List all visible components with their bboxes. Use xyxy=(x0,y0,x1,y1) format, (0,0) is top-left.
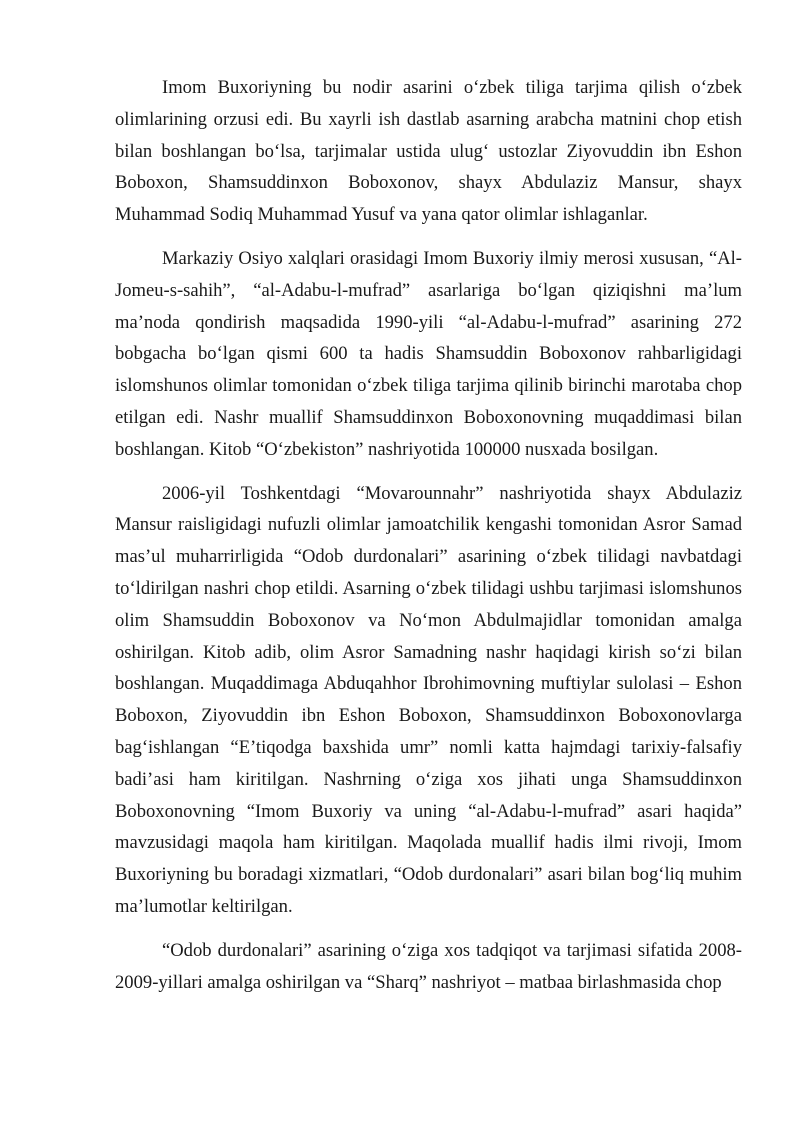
paragraph-3: 2006-yil Toshkentdagi “Movarounnahr” nashriyotida shayx Abdulaziz Mansur raisligidagi nufuzli olimlar jamoatchilik kengashi tomonidan Asror Samad mas’ul muharrirligida “Odob durdonalari” asarining o‘zbek tilidagi navbatdagi to‘ldirilgan nashri chop etildi. Asarning o‘zbek tilidagi ushbu tarjimasi islomshunos olim Shamsuddin Boboxonov va No‘mon Abdulmajidlar tomonidan amalga oshirilgan. Kitob adib, olim Asror Samadning nashr haqidagi kirish so‘zi bilan boshlangan. Muqaddimaga Abduqahhor Ibrohimovning muftiylar sulolasi – Eshon Boboxon, Ziyovuddin ibn Eshon Boboxon, Shamsuddinxon Boboxonovlarga bag‘ishlangan “E’tiqodga baxshida umr” nomli katta hajmdagi tarixiy-falsafiy badi’asi ham kiritilgan. Nashrning o‘ziga xos jihati unga Shamsuddinxon Boboxonovning “Imom Buxoriy va uning “al-Adabu-l-mufrad” asari haqida” mavzusidagi maqola ham kiritilgan. Maqolada muallif hadis ilmi rivoji, Imom Buxoriyning bu boradagi xizmatlari, “Odob durdonalari” asari bilan bog‘liq muhim ma’lumotlar keltirilgan. xyxy=(115,482,742,917)
paragraph-4: “Odob durdonalari” asarining o‘ziga xos tadqiqot va tarjimasi sifatida 2008-2009-yillari amalga oshirilgan va “Sharq” nashriyot – matbaa birlashmasida chop xyxy=(115,939,742,993)
paragraph-1: Imom Buxoriyning bu nodir asarini o‘zbek tiliga tarjima qilish o‘zbek olimlarining orzusi edi. Bu xayrli ish dastlab asarning arabcha matnini chop etish bilan boshlangan bo‘lsa, tarjimalar ustida ulug‘ ustozlar Ziyovuddin ibn Eshon Boboxon, Shamsuddinxon Boboxonov, shayx Abdulaziz Mansur, shayx Muhammad Sodiq Muhammad Yusuf va yana qator olimlar ishlaganlar. xyxy=(115,77,742,226)
paragraph-2: Markaziy Osiyo xalqlari orasidagi Imom Buxoriy ilmiy merosi xususan, “Al-Jomeu-s-sahih”, “al-Adabu-l-mufrad” asarlariga bo‘lgan qiziqishni ma’lum ma’noda qondirish maqsadida 1990-yili “al-Adabu-l-mufrad” asarining 272 bobgacha bo‘lgan qismi 600 ta hadis Shamsuddin Boboxonov rahbarligidagi islomshunos olimlar tomonidan o‘zbek tiliga tarjima qilinib birinchi marotaba chop etilgan edi. Nashr muallif Shamsuddinxon Boboxonovning muqaddimasi bilan boshlangan. Kitob “O‘zbekiston” nashriyotida 100000 nusxada bosilgan. xyxy=(115,247,742,460)
document-page xyxy=(115,72,742,1010)
